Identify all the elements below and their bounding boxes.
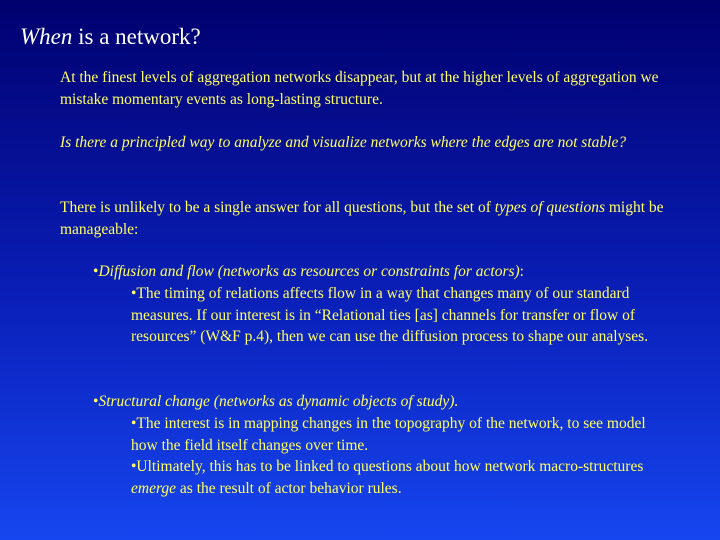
bullet-diffusion-italic: Diffusion and flow (networks as resources or constraints for actors): [98, 263, 520, 280]
sub-bullet-timing: •The timing of relations affects flow in a way that changes many of our standard measures. If our interest is in “Relational ties [as] channels for transfer or flow of resources” (W&F p.4), then we can use the diffusion process to shape our analyses.: [131, 285, 649, 345]
paragraph-aggregation: At the finest levels of aggregation networks disappear, but at the higher levels of aggregation we mistake momentary events as long-lasting structure.: [60, 69, 659, 108]
sub-bullet-mapping: •The interest is in mapping changes in the topography of the network, to see model how the field itself changes over time.: [131, 415, 646, 454]
paragraph-answer-c: might be manageable:: [60, 199, 664, 238]
bullet-structural-italic: Structural change (networks as dynamic objects of study).: [98, 393, 459, 410]
sub-bullet-emergence: [131, 456, 671, 499]
sub-bullet-emergence-c: as the result of actor behavior rules.: [176, 479, 402, 497]
sub-bullet-emergence-a: •Ultimately, this has to be linked to questions about how network macro-structures: [131, 458, 644, 475]
sub-bullet-emergence-italic: emerge: [131, 479, 177, 497]
paragraph-answer-italic: types of questions: [494, 199, 605, 216]
bullet-diffusion-rest: :: [519, 263, 524, 280]
paragraph-answer: [60, 197, 680, 240]
bullet-marker: •: [93, 263, 99, 280]
bullet-structural: [93, 391, 693, 413]
bullet-marker: •: [93, 393, 99, 410]
title-rest: is a network?: [72, 24, 201, 49]
title-italic: When: [20, 24, 73, 49]
bullet-diffusion: [93, 261, 693, 283]
paragraph-answer-a: There is unlikely to be a single answer for all questions, but the set of: [60, 199, 495, 216]
paragraph-question: Is there a principled way to analyze and visualize networks where the edges are not stable?: [60, 134, 627, 151]
slide-title: [20, 24, 201, 50]
